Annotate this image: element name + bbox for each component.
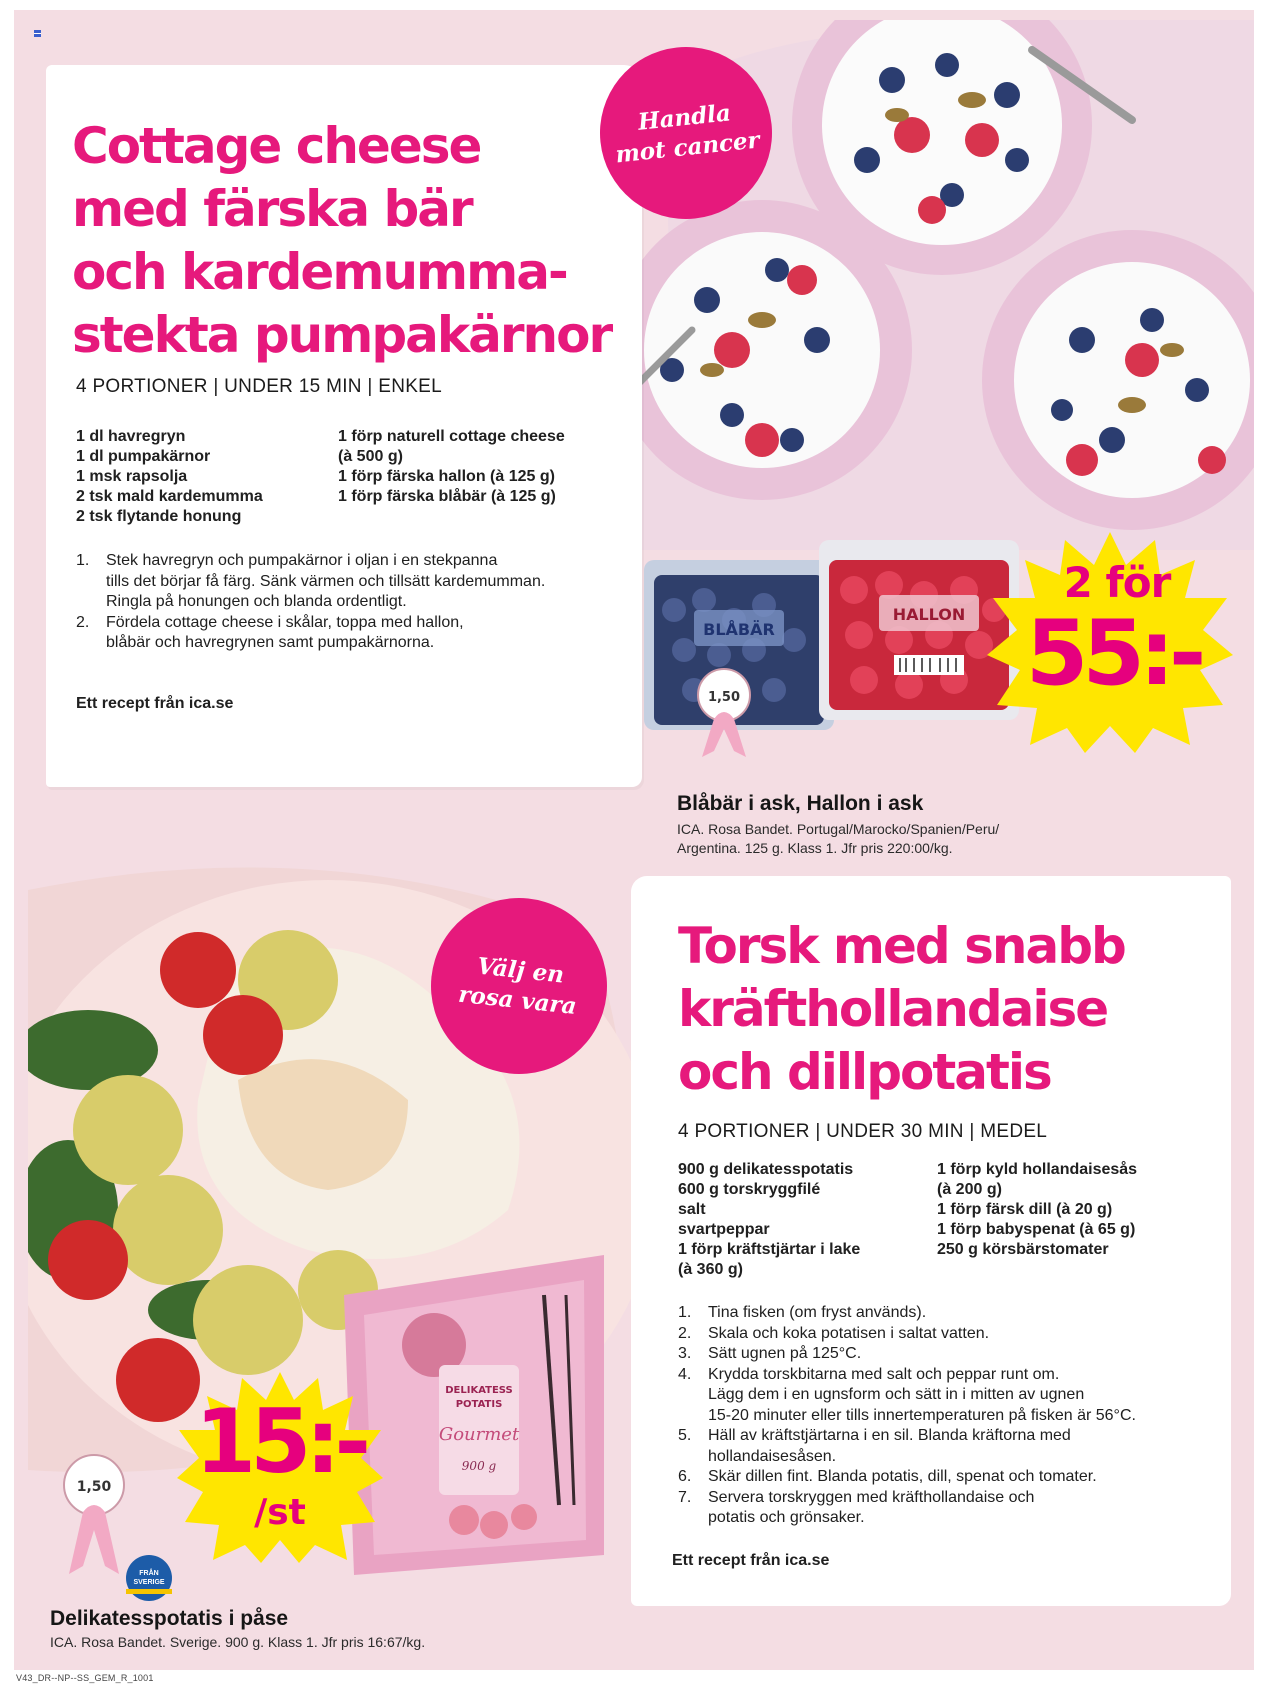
badge-text: rosa vara — [457, 980, 578, 1021]
ingredient: 250 g körsbärstomater — [937, 1241, 1109, 1258]
recipe-title-cottage-cheese — [72, 115, 632, 367]
recipe-source-link[interactable]: Ett recept från ica.se — [76, 695, 234, 712]
step-number: 4. — [678, 1365, 692, 1383]
ingredient: 1 dl pumpakärnor — [76, 448, 211, 465]
origin-text: FRÅN — [139, 1570, 159, 1577]
desc-line: Argentina. 125 g. Klass 1. Jfr pris 220:00/kg. — [677, 840, 953, 856]
price-multibuy-label: 2 för — [1063, 558, 1171, 607]
title-line: stekta pumpakärnor — [72, 306, 612, 364]
recipe-steps — [678, 1303, 1218, 1529]
step — [76, 551, 616, 613]
step-text: Fördela cottage cheese i skålar, toppa med hallon, — [106, 613, 464, 631]
ingredient: (à 200 g) — [937, 1181, 1002, 1198]
flag-icon — [34, 30, 41, 37]
ingredient-list-right — [338, 427, 565, 507]
pink-ribbon-icon — [694, 665, 754, 761]
ingredient: 1 förp kräftstjärtar i lake — [678, 1241, 861, 1258]
step-number: 5. — [678, 1427, 692, 1444]
svg-text:1,50: 1,50 — [76, 1479, 112, 1495]
price-value: 55:- — [1025, 601, 1201, 706]
step-number: 6. — [678, 1468, 692, 1485]
step — [678, 1488, 1218, 1529]
recipe-source-link[interactable]: Ett recept från ica.se — [672, 1552, 830, 1569]
badge-text: Handla — [636, 99, 733, 136]
ingredient: 600 g torskryggfilé — [678, 1181, 821, 1198]
svg-text:1,50: 1,50 — [707, 690, 741, 705]
step-text: Tina fisken (om fryst används). — [708, 1304, 927, 1321]
step-number: 1. — [678, 1304, 692, 1321]
product-name-berries: Blåbär i ask, Hallon i ask — [677, 792, 924, 815]
step-text: 15-20 minuter eller tills innertemperaturen på fisken är 56°C. — [708, 1406, 1136, 1424]
ingredient: 1 förp naturell cottage cheese — [338, 428, 565, 445]
price-value: 15:- — [194, 1390, 366, 1493]
title-line: och kardemumma- — [72, 243, 567, 301]
title-line: Cottage cheese — [72, 117, 481, 175]
step — [678, 1365, 1218, 1427]
ingredient: 1 förp babyspenat (à 65 g) — [937, 1221, 1136, 1238]
product-desc-potatoes: ICA. Rosa Bandet. Sverige. 900 g. Klass 1. Jfr pris 16:67/kg. — [50, 1634, 426, 1650]
ingredient-list-left — [678, 1160, 860, 1280]
bag-label-gourmet: Gourmet — [438, 1424, 520, 1445]
step-number: 3. — [678, 1345, 692, 1362]
ingredient: 1 förp färsk dill (à 20 g) — [937, 1201, 1113, 1218]
ingredient: 2 tsk mald kardemumma — [76, 488, 263, 505]
ingredient: 1 msk rapsolja — [76, 468, 188, 485]
ingredient-list-left — [76, 427, 263, 527]
pink-ribbon-icon-2 — [59, 1450, 129, 1580]
recipe-meta: 4 PORTIONER | UNDER 30 MIN | MEDEL — [678, 1121, 1048, 1142]
title-line: kräfthollandaise — [678, 980, 1108, 1038]
desc-line: ICA. Rosa Bandet. Portugal/Marocko/Spanien/Peru/ — [677, 821, 1000, 837]
step-text: Sätt ugnen på 125°C. — [708, 1345, 862, 1362]
ingredient: (à 360 g) — [678, 1261, 743, 1278]
product-desc-berries — [677, 820, 1087, 858]
step — [678, 1324, 1218, 1345]
step-text: Ringla på honungen och blanda ordentligt. — [106, 593, 407, 610]
blabar-pack-label: BLÅBÄR — [703, 620, 775, 639]
step-text: hollandaisesåsen. — [708, 1447, 837, 1465]
step — [678, 1303, 1218, 1324]
step-text: Häll av kräftstjärtarna i en sil. Blanda kräftorna med — [708, 1427, 1071, 1444]
recipe-title-torsk — [678, 915, 1218, 1104]
product-name-potatoes: Delikatesspotatis i påse — [50, 1607, 289, 1630]
ingredient: salt — [678, 1201, 706, 1218]
title-line: och dillpotatis — [678, 1043, 1051, 1101]
origin-text: SVERIGE — [133, 1579, 165, 1586]
step-text: Stek havregryn och pumpakärnor i oljan i en stekpanna — [106, 552, 498, 569]
ingredient: 2 tsk flytande honung — [76, 508, 242, 525]
step-number: 1. — [76, 552, 90, 569]
recipe-meta: 4 PORTIONER | UNDER 15 MIN | ENKEL — [76, 376, 443, 397]
ingredient: (à 500 g) — [338, 448, 403, 465]
step — [678, 1344, 1218, 1365]
bag-label-potatis: POTATIS — [455, 1399, 503, 1410]
step-number: 2. — [678, 1324, 692, 1342]
bag-label-delikatess: DELIKATESS — [445, 1385, 513, 1396]
recipe-steps — [76, 551, 616, 654]
ingredient: svartpeppar — [678, 1221, 770, 1238]
hallon-pack-label: HALLON — [892, 605, 966, 624]
step-text: potatis och grönsaker. — [708, 1509, 865, 1526]
step-text: Skär dillen fint. Blanda potatis, dill, spenat och tomater. — [708, 1468, 1097, 1485]
step-text: blåbär och havregrynen samt pumpakärnorna. — [106, 634, 435, 651]
badge-text: mot cancer — [614, 126, 761, 169]
ingredient: 1 dl havregryn — [76, 428, 186, 445]
step-text: tills det börjar få färg. Sänk värmen och tillsätt kardemumman. — [106, 572, 546, 590]
title-line: Torsk med snabb — [678, 917, 1125, 975]
fran-sverige-badge — [126, 1555, 172, 1601]
step — [678, 1467, 1218, 1488]
ingredient: 1 förp färska hallon (à 125 g) — [338, 468, 555, 485]
print-code: V43_DR--NP--SS_GEM_R_1001 — [16, 1673, 154, 1683]
step-text: Krydda torskbitarna med salt och peppar runt om. — [708, 1365, 1060, 1383]
ingredient: 1 förp färska blåbär (à 125 g) — [338, 488, 556, 505]
step-text: Servera torskryggen med kräfthollandaise och — [708, 1488, 1035, 1506]
step — [678, 1426, 1218, 1467]
step-text: Skala och koka potatisen i saltat vatten. — [708, 1324, 990, 1342]
badge-text: Välj en — [475, 952, 566, 989]
bag-label-weight: 900 g — [461, 1459, 497, 1473]
step-text: Lägg dem i en ugnsform och sätt in i mitten av ugnen — [708, 1386, 1085, 1403]
price-unit: /st — [254, 1492, 306, 1533]
ingredient-list-right — [937, 1160, 1137, 1260]
title-line: med färska bär — [72, 180, 472, 238]
step — [76, 613, 616, 654]
ingredient: 1 förp kyld hollandaisesås — [937, 1161, 1138, 1178]
ingredient: 900 g delikatesspotatis — [678, 1161, 854, 1178]
step-number: 7. — [678, 1488, 692, 1506]
sweden-flag-stripe — [126, 1589, 172, 1594]
step-number: 2. — [76, 613, 90, 631]
